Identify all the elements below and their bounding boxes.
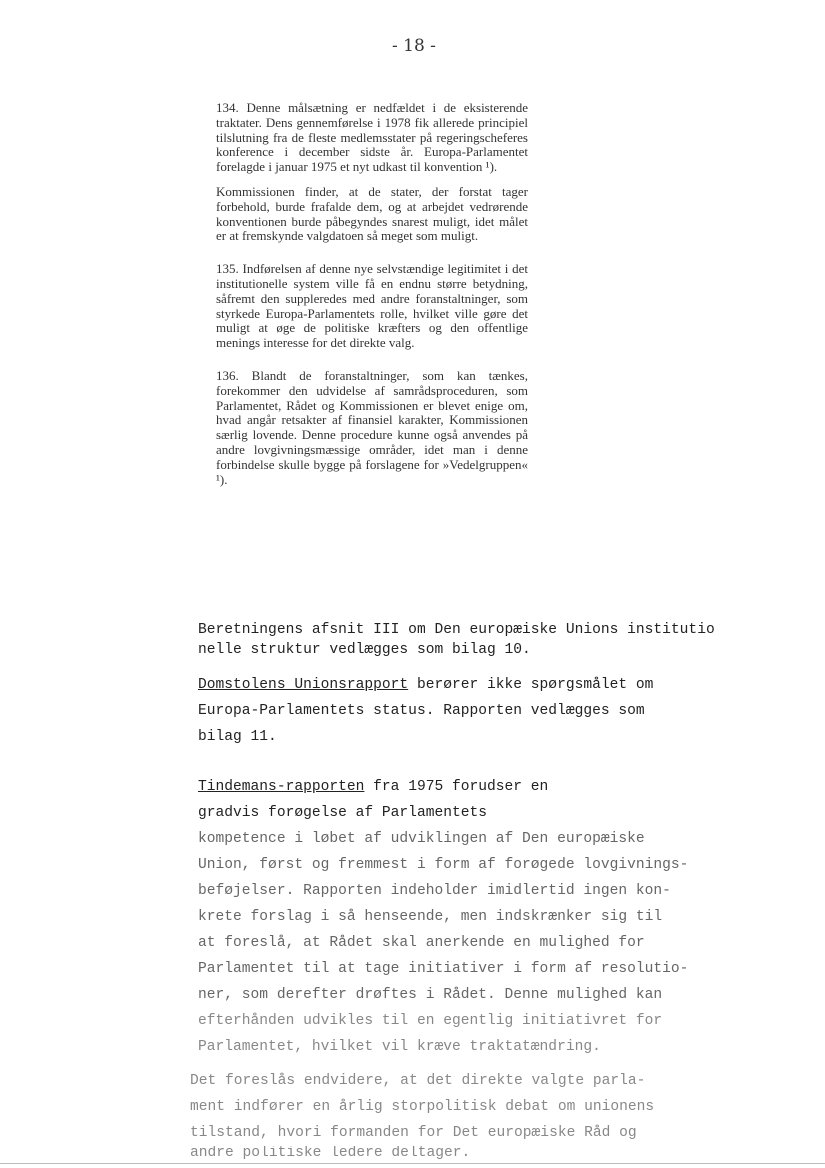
body-paragraph-3 <box>198 774 798 1060</box>
text-fragment: berører ikke spørgsmålet om <box>408 677 654 693</box>
text-line: andre politiske ledere deltager. <box>190 1146 471 1160</box>
report-reference: Domstolens Unionsrapport <box>198 677 409 693</box>
text-line: ner, som derefter drøftes i Rådet. Denne mulighed kan <box>198 987 663 1003</box>
text-line <box>198 672 798 698</box>
text-line: Beretningens afsnit III om Den europæiske Unions institutio <box>198 622 715 638</box>
text-line: gradvis forøgelse af Parlamentets <box>198 805 488 821</box>
text-line: at foreslå, at Rådet skal anerkende en mulighed for <box>198 935 645 951</box>
text-line: ment indfører en årlig storpolitisk debat om unionens <box>190 1099 655 1115</box>
text-line: Parlamentet, hvilket vil kræve traktatændring. <box>198 1039 601 1055</box>
text-line: bilag 11. <box>198 729 277 745</box>
text-line: efterhånden udvikles til en egentlig initiativret for <box>198 1013 663 1029</box>
text-line: Europa-Parlamentets status. Rapporten vedlægges som <box>198 703 645 719</box>
text-line: Parlamentet til at tage initiativer i form af resolutio- <box>198 961 689 977</box>
quoted-report-excerpt <box>216 101 528 497</box>
text-fragment: fra 1975 forudser en <box>364 779 549 795</box>
quote-paragraph-135: 135. Indførelsen af denne nye selvstændige legitimitet i det institutionelle system ville få en endnu større betydning, såfremt den suppleredes med andre foranstaltninger, som styrkede Europa-Parlamentets rolle, hvilket ville gøre det muligt at øge de politiske kræfters og den offentlige menings interesse for det direkte valg. <box>216 261 528 351</box>
body-paragraph-2 <box>198 672 798 750</box>
text-line: Union, først og fremmest i form af forøgede lovgivnings- <box>198 857 689 873</box>
text-line <box>198 774 798 800</box>
quote-paragraph-134: 134. Denne målsætning er nedfældet i de eksisterende traktater. Dens gennemførelse i 1978 fik allerede principiel tilslutning fra de fleste medlemsstater på regeringscheferes konference i december sidste år. Europa-Parlamentet forelagde i januar 1975 et nyt udkast til konvention ¹). <box>216 100 528 175</box>
text-line: nelle struktur vedlægges som bilag 10. <box>198 642 531 658</box>
body-paragraph-1 <box>198 620 798 660</box>
quote-paragraph-commission: Kommissionen finder, at de stater, der forstat tager forbehold, burde frafalde dem, og at arbejdet vedrørende konventionen burde påbegyndes snarest muligt, idet målet er at fremskynde valgdatoen så meget som muligt. <box>216 183 528 244</box>
report-reference: Tindemans-rapporten <box>198 779 365 795</box>
text-line: Det foreslås endvidere, at det direkte valgte parla- <box>190 1073 646 1089</box>
text-line: krete forslag i så henseende, men indskrænker sig til <box>198 909 663 925</box>
quote-paragraph-136: 136. Blandt de foranstaltninger, som kan tænkes, forekommer den udvidelse af samrådsproceduren, som Parlamentet, Rådet og Kommissionen er blevet enige om, hvad angår retsakter af finansiel karakter, Kommissionen særlig lovende. Denne procedure kunne også anvendes på andre lovgivningsmæssige områder, idet man i denne forbindelse skulle bygge på forslagene for »Vedelgruppen« ¹). <box>216 367 528 487</box>
text-line: tilstand, hvori formanden for Det europæiske Råd og <box>190 1125 637 1141</box>
page-edge-divider <box>0 1163 825 1164</box>
body-paragraph-4 <box>190 1068 790 1160</box>
page-number: - 18 - <box>392 36 436 56</box>
text-line: beføjelser. Rapporten indeholder imidlertid ingen kon- <box>198 883 671 899</box>
text-line: kompetence i løbet af udviklingen af Den europæiske <box>198 831 645 847</box>
